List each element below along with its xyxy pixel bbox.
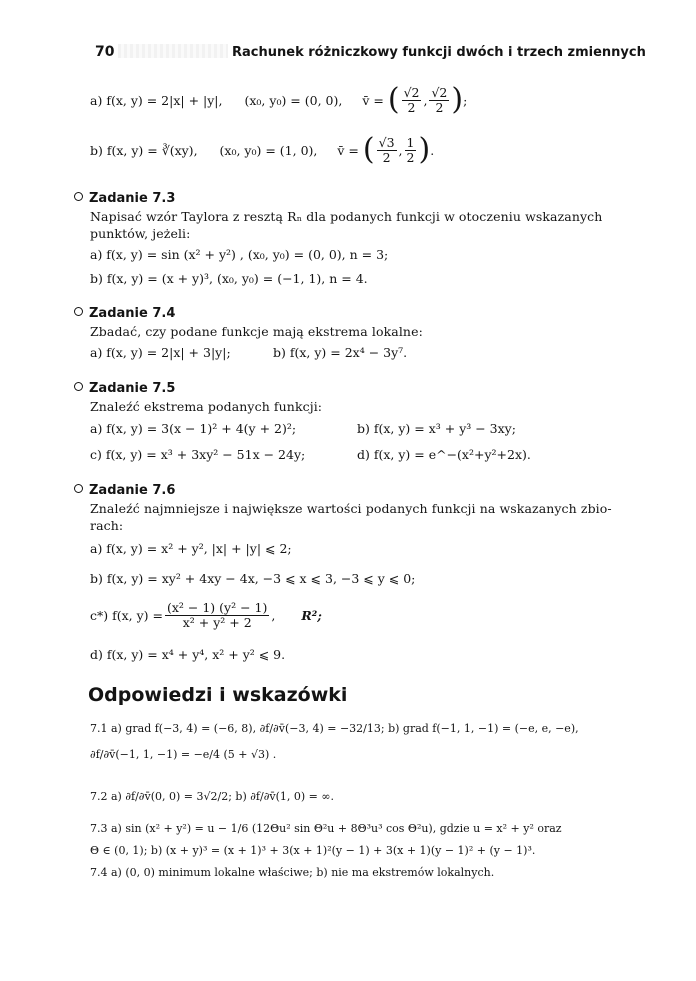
prev-task-item-a: a) f(x, y) = 2|x| + |y|, (x₀, y₀) = (0, 0), v̄ = ( $\frac{√2}{2}$ , $\frac{√2}{2}$ ) ; <box>90 82 468 117</box>
page-number: 70 <box>95 44 115 60</box>
task-7-4-heading: Zadanie 7.4 <box>74 306 175 321</box>
function-formula: f(x, y) = 2|x| + |y|, <box>106 92 223 108</box>
task-7-6-heading: Zadanie 7.6 <box>74 483 175 498</box>
circle-bullet-icon <box>74 382 83 391</box>
vector-label: v̄ = <box>362 92 384 108</box>
task-7-6-item-b: b) f(x, y) = xy² + 4xy − 4x, −3 ⩽ x ⩽ 3, −3 ⩽ y ⩽ 0; <box>90 571 416 586</box>
circle-bullet-icon <box>74 484 83 493</box>
task-7-5-item-a: a) f(x, y) = 3(x − 1)² + 4(y + 2)²; <box>90 421 297 436</box>
vector-component-2: $\frac{√2}{2}$ <box>431 85 448 115</box>
answer-7-1-line-2: ∂f/∂v̄(−1, 1, −1) = −e/4 (5 + √3) . <box>90 748 277 761</box>
task-7-6-item-d: d) f(x, y) = x⁴ + y⁴, x² + y² ⩽ 9. <box>90 647 286 662</box>
answer-7-1-line-1: 7.1 a) grad f(−3, 4) = (−6, 8), ∂f/∂v̄(−3, 4) = −32/13; b) grad f(−1, 1, −1) = (−e, e, −e), <box>90 722 579 735</box>
task-7-4-item-b: b) f(x, y) = 2x⁴ − 3y⁷. <box>273 345 408 360</box>
task-7-6-item-a: a) f(x, y) = x² + y², |x| + |y| ⩽ 2; <box>90 541 292 556</box>
prev-task-item-b: b) f(x, y) = ∛(xy), (x₀, y₀) = (1, 0), v̄ = ( $\frac{√3}{2}$ , $\frac{1}{2}$ ) . <box>90 132 435 167</box>
show-through-artifact <box>118 44 228 58</box>
vector-component-1: $\frac{√3}{2}$ <box>378 135 395 165</box>
task-7-3-item-b: b) f(x, y) = (x + y)³, (x₀, y₀) = (−1, 1), n = 4. <box>90 271 368 286</box>
answers-heading: Odpowiedzi i wskazówki <box>88 684 348 706</box>
task-7-3-text-line-1: Napisać wzór Taylora z resztą Rₙ dla podanych funkcji w otoczeniu wskazanych <box>90 209 603 224</box>
answer-7-2: 7.2 a) ∂f/∂v̄(0, 0) = 3√2/2; b) ∂f/∂v̄(1, 0) = ∞. <box>90 790 335 803</box>
vector-component-1: $\frac{√2}{2}$ <box>403 85 420 115</box>
vector-label: v̄ = <box>337 142 359 158</box>
task-7-3-text-line-2: punktów, jeżeli: <box>90 226 191 241</box>
task-7-6-item-c: c*) f(x, y) = $\frac{\text{(x² − 1) (y² − 1)}}{\text{x² + y² + 2}}$ , R²; <box>90 600 322 630</box>
circle-bullet-icon <box>74 307 83 316</box>
running-header: Rachunek różniczkowy funkcji dwóch i trzech zmiennych <box>232 45 646 60</box>
fraction: $\frac{\text{(x² − 1) (y² − 1)}}{\text{x² + y² + 2}}$ <box>167 600 268 630</box>
task-7-5-item-b: b) f(x, y) = x³ + y³ − 3xy; <box>357 421 516 436</box>
function-formula: f(x, y) = ∛(xy), <box>106 142 198 158</box>
vector-component-2: $\frac{1}{2}$ <box>406 135 415 165</box>
task-7-3-item-a: a) f(x, y) = sin (x² + y²) , (x₀, y₀) = (0, 0), n = 3; <box>90 247 389 262</box>
task-7-6-text-line-1: Znaleźć najmniejsze i największe wartości podanych funkcji na wskazanych zbio- <box>90 501 612 516</box>
task-7-5-item-d: d) f(x, y) = e^−(x²+y²+2x). <box>357 447 531 462</box>
circle-bullet-icon <box>74 192 83 201</box>
point-formula: (x₀, y₀) = (1, 0), <box>219 142 318 158</box>
task-7-5-item-c: c) f(x, y) = x³ + 3xy² − 51x − 24y; <box>90 447 306 462</box>
task-7-4-text-line-1: Zbadać, czy podane funkcje mają ekstrema lokalne: <box>90 324 423 339</box>
task-7-4-item-a: a) f(x, y) = 2|x| + 3|y|; <box>90 345 231 360</box>
point-formula: (x₀, y₀) = (0, 0), <box>244 92 343 108</box>
answer-7-4: 7.4 a) (0, 0) minimum lokalne właściwe; b) nie ma ekstremów lokalnych. <box>90 866 495 879</box>
answer-7-3-line-2: Θ ∈ (0, 1); b) (x + y)³ = (x + 1)³ + 3(x + 1)²(y − 1) + 3(x + 1)(y − 1)² + (y − 1)³. <box>90 844 536 857</box>
task-7-5-heading: Zadanie 7.5 <box>74 381 175 396</box>
task-7-5-text-line-1: Znaleźć ekstrema podanych funkcji: <box>90 399 323 414</box>
task-7-3-heading: Zadanie 7.3 <box>74 191 175 206</box>
set-symbol: R²; <box>301 607 322 623</box>
answer-7-3-line-1: 7.3 a) sin (x² + y²) = u − 1/6 (12Θu² sin Θ²u + 8Θ³u³ cos Θ²u), gdzie u = x² + y² oraz <box>90 822 562 835</box>
task-7-6-text-line-2: rach: <box>90 518 124 533</box>
